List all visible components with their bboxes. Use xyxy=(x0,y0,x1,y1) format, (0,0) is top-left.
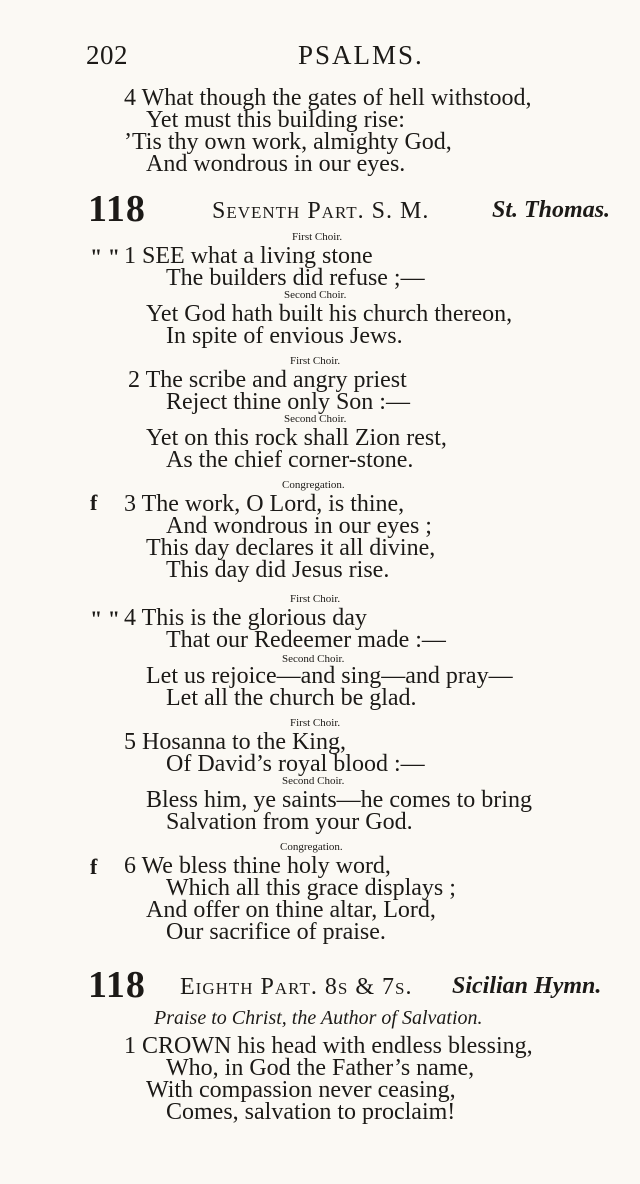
verse-line: With compassion never ceasing, xyxy=(146,1077,456,1103)
dynamic-mark: " " xyxy=(90,606,120,631)
verse-line: Our sacrifice of praise. xyxy=(166,919,386,945)
verse-line: Who, in God the Father’s name, xyxy=(166,1055,475,1081)
choir-label: Second Choir. xyxy=(284,413,347,425)
hymn-number: 118 xyxy=(88,188,146,230)
verse-line: Let us rejoice—and sing—and pray— xyxy=(146,663,513,689)
verse-line: 3 The work, O Lord, is thine, xyxy=(124,491,405,517)
verse-line: And wondrous in our eyes ; xyxy=(166,513,432,539)
verse-line: Of David’s royal blood :— xyxy=(166,751,425,777)
verse-line: This day declares it all divine, xyxy=(146,535,436,561)
verse-line: Reject thine only Son :— xyxy=(166,389,410,415)
page-number: 202 xyxy=(86,40,128,70)
choir-label: Second Choir. xyxy=(282,653,345,665)
verse-line: As the chief corner-stone. xyxy=(166,447,414,473)
choir-label: Second Choir. xyxy=(284,289,347,301)
verse-line: 4 This is the glorious day xyxy=(124,605,367,631)
choir-label: First Choir. xyxy=(292,231,343,243)
verse-line: 1 CROWN his head with endless blessing, xyxy=(124,1033,533,1059)
verse-line: Comes, salvation to proclaim! xyxy=(166,1099,456,1125)
running-head: PSALMS. xyxy=(298,40,424,70)
verse-line: 5 Hosanna to the King, xyxy=(124,729,346,755)
choir-label: First Choir. xyxy=(290,593,341,605)
verse-line: Yet God hath built his church thereon, xyxy=(146,301,513,327)
choir-label: Congregation. xyxy=(280,841,343,853)
verse-line: That our Redeemer made :— xyxy=(166,627,446,653)
verse-line: ’Tis thy own work, almighty God, xyxy=(124,129,452,155)
verse-line: Yet on this rock shall Zion rest, xyxy=(146,425,447,451)
tune-name: St. Thomas. xyxy=(492,197,611,223)
verse-line: And offer on thine altar, Lord, xyxy=(146,897,436,923)
hymn-part: Eighth Part. 8s & 7s. xyxy=(180,974,413,1000)
verse-line: Yet must this building rise: xyxy=(146,107,405,133)
choir-label: First Choir. xyxy=(290,717,341,729)
dynamic-mark: " " xyxy=(90,244,120,269)
choir-label: Second Choir. xyxy=(282,775,345,787)
verse-line: And wondrous in our eyes. xyxy=(146,151,406,177)
dynamic-mark: f xyxy=(90,854,98,879)
verse-line: 1 SEE what a living stone xyxy=(124,243,373,269)
verse-line: 2 The scribe and angry priest xyxy=(128,367,407,393)
verse-line: Let all the church be glad. xyxy=(166,685,417,711)
verse-line: The builders did refuse ;— xyxy=(166,265,425,291)
hymn-subtitle: Praise to Christ, the Author of Salvation. xyxy=(154,1007,483,1029)
verse-line: This day did Jesus rise. xyxy=(166,557,390,583)
hymn-part: Seventh Part. S. M. xyxy=(212,198,430,224)
verse-line: In spite of envious Jews. xyxy=(166,323,403,349)
verse-line: 4 What though the gates of hell withstood, xyxy=(124,85,532,111)
verse-line: Which all this grace displays ; xyxy=(166,875,456,901)
choir-label: Congregation. xyxy=(282,479,345,491)
tune-name: Sicilian Hymn. xyxy=(452,973,602,999)
choir-label: First Choir. xyxy=(290,355,341,367)
verse-line: 6 We bless thine holy word, xyxy=(124,853,391,879)
dynamic-mark: f xyxy=(90,490,98,515)
verse-line: Salvation from your God. xyxy=(166,809,413,835)
hymn-number: 118 xyxy=(88,964,146,1006)
verse-line: Bless him, ye saints—he comes to bring xyxy=(146,787,532,813)
